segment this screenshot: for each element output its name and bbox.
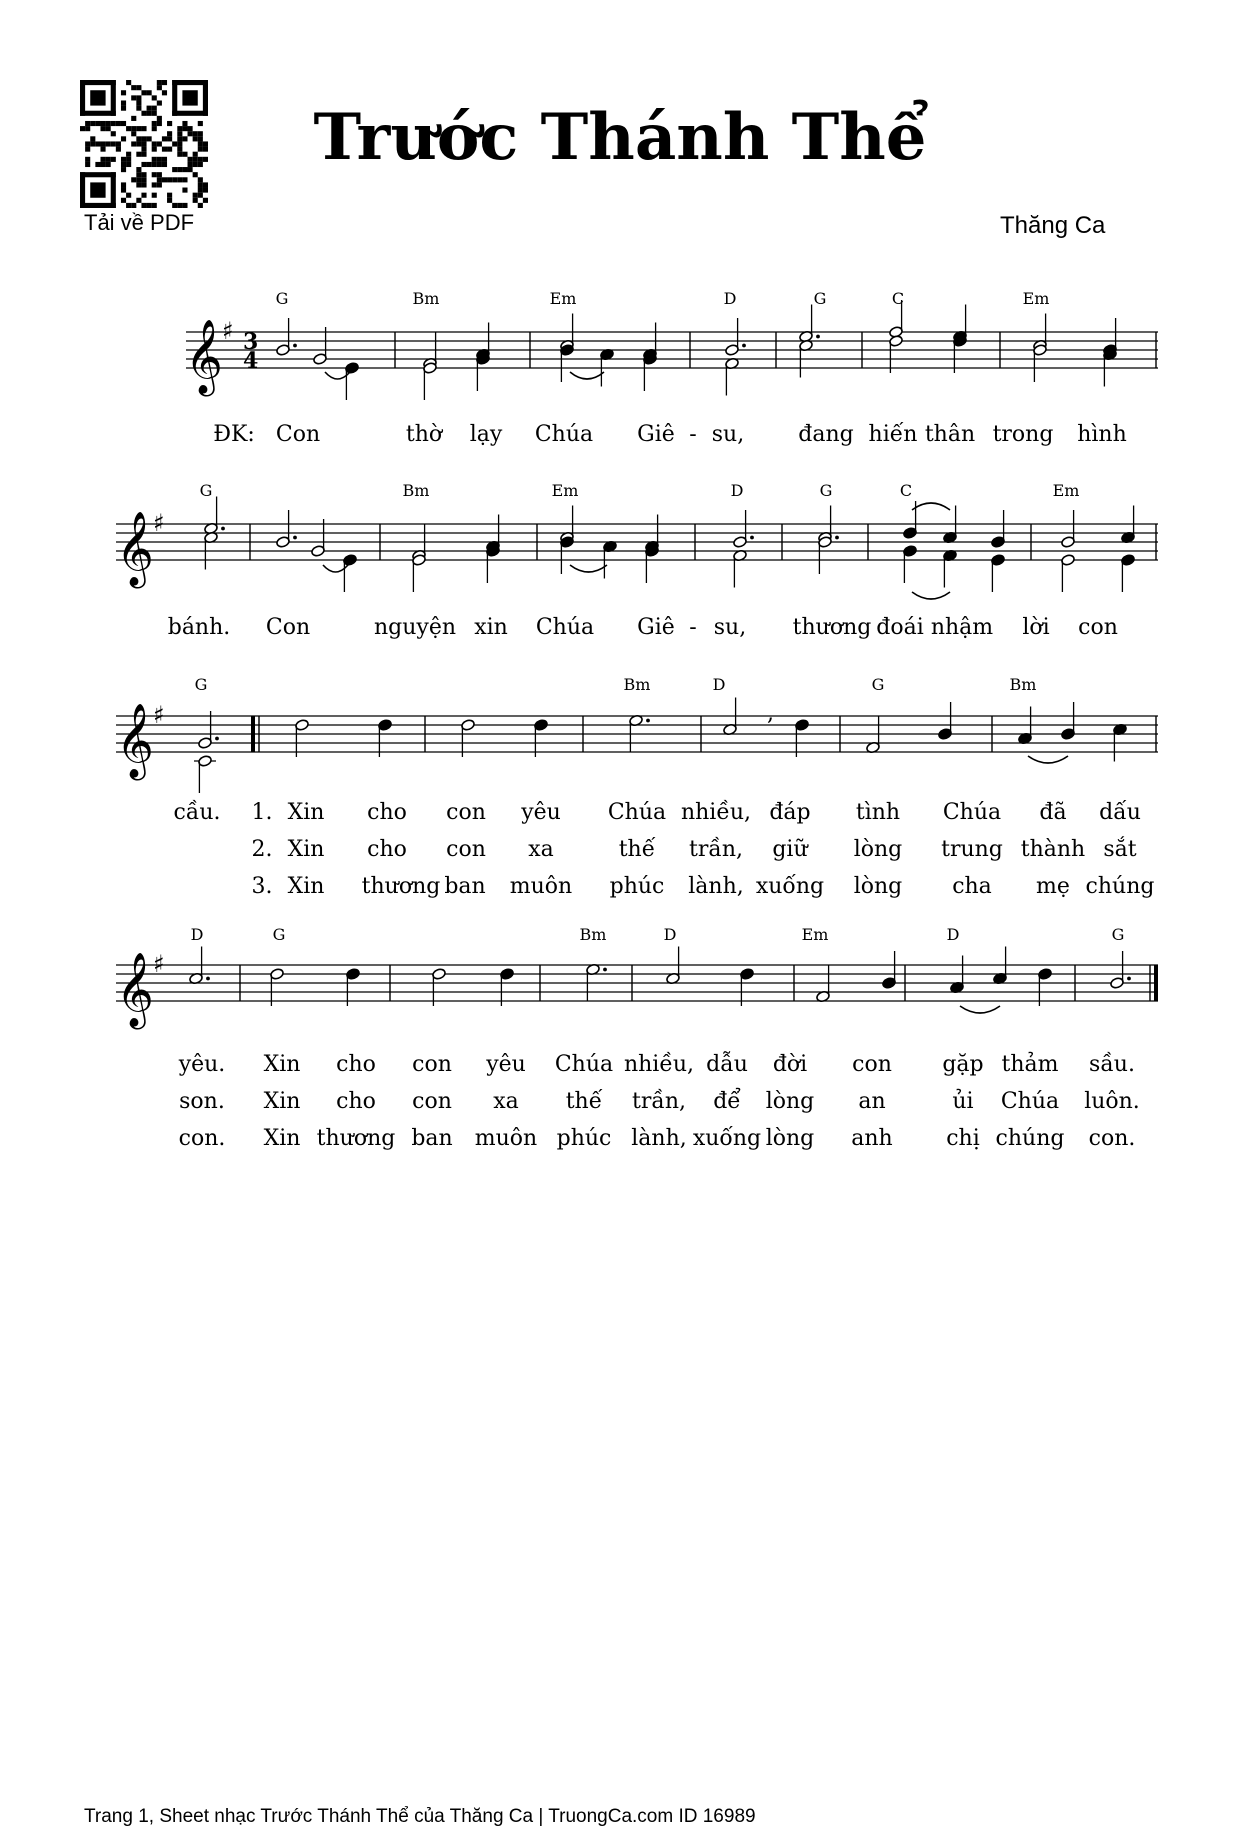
chord-symbol: C — [891, 289, 905, 308]
key-signature-sharp: ♯ — [153, 950, 165, 978]
download-pdf-link[interactable]: Tải về PDF — [84, 210, 195, 235]
note-dot — [816, 335, 820, 339]
lyric-syllable: con — [446, 837, 486, 862]
chord-symbol: D — [190, 925, 204, 944]
lyric-syllable: mẹ — [1036, 874, 1070, 899]
note-dot — [750, 536, 754, 540]
lyric-syllable: su, — [711, 422, 745, 447]
lyric-syllable: con — [852, 1052, 892, 1077]
chord-symbol: G — [1111, 925, 1125, 944]
chord-symbol: G — [819, 481, 833, 500]
lyric-syllable: đã — [1039, 800, 1067, 825]
note-dot — [646, 719, 650, 723]
lyric-syllable: Giê — [637, 615, 675, 640]
lyric-syllable: cho — [367, 800, 407, 825]
lyric-syllable: sắt — [1103, 837, 1137, 862]
lyric-syllable: muôn — [509, 874, 573, 899]
lyric-syllable: xuống — [755, 874, 825, 899]
lyric-syllable: cha — [952, 874, 992, 899]
lyric-syllable: xa — [528, 837, 554, 862]
lyric-syllable: Xin — [287, 800, 325, 825]
slur — [912, 592, 950, 599]
lyric-syllable: lòng — [853, 837, 903, 862]
slur — [570, 372, 604, 379]
lyric-syllable: yêu. — [178, 1052, 226, 1077]
lyric-syllable: 1. — [251, 800, 273, 825]
lyric-syllable: dẫu — [706, 1052, 748, 1077]
lyric-syllable: thương — [792, 615, 872, 640]
lyric-syllable: cho — [336, 1052, 376, 1077]
lyric-syllable: lành, — [631, 1126, 687, 1151]
lyric-syllable: thương — [316, 1126, 396, 1151]
lyric-syllable: hình — [1077, 422, 1127, 447]
lyric-syllable: 2. — [251, 837, 273, 862]
key-signature-sharp: ♯ — [153, 509, 165, 537]
note-dot — [835, 536, 839, 540]
lyric-syllable: Chúa — [554, 1052, 614, 1077]
lyric-syllable: chúng — [995, 1126, 1065, 1151]
lyric-syllable: thương — [361, 874, 441, 899]
lyric-syllable: phúc — [609, 874, 665, 899]
note-dot — [215, 737, 219, 741]
treble-clef: 𝄞 — [116, 953, 154, 1027]
lyric-syllable: giữ — [772, 837, 808, 862]
chord-symbol: Em — [551, 481, 579, 500]
chord-symbol: C — [899, 481, 913, 500]
lyric-syllable: con — [412, 1089, 452, 1114]
lyric-syllable: - — [689, 422, 697, 447]
lyric-syllable: son. — [179, 1089, 225, 1114]
chord-symbol: G — [194, 675, 208, 694]
note-dot — [603, 968, 607, 972]
lyric-syllable: cho — [367, 837, 407, 862]
lyric-syllable: ban — [444, 874, 486, 899]
chord-symbol: D — [663, 925, 677, 944]
lyric-syllable: đời — [772, 1052, 808, 1077]
lyric-syllable: lòng — [765, 1089, 815, 1114]
lyric-syllable: thành — [1020, 837, 1086, 862]
lyric-syllable: Xin — [263, 1089, 301, 1114]
lyric-syllable: lời — [1022, 615, 1050, 640]
lyric-syllable: con — [412, 1052, 452, 1077]
lyric-syllable: ban — [411, 1126, 453, 1151]
chord-symbol: G — [199, 481, 213, 500]
lyric-syllable: đoái — [876, 615, 924, 640]
lyric-syllable: Xin — [263, 1126, 301, 1151]
lyric-syllable: Xin — [287, 837, 325, 862]
lyric-syllable: Chúa — [607, 800, 667, 825]
chord-symbol: D — [723, 289, 737, 308]
lyric-syllable: thờ — [405, 422, 443, 447]
note-dot — [206, 977, 210, 981]
note-dot — [293, 536, 297, 540]
slur — [912, 503, 950, 510]
lyric-syllable: để — [713, 1089, 741, 1114]
lyric-syllable: nguyện — [373, 615, 457, 640]
treble-clef: 𝄞 — [116, 512, 154, 586]
lyric-syllable: nhậm — [930, 615, 994, 640]
lyric-syllable: thế — [618, 837, 656, 862]
chord-symbol: Em — [549, 289, 577, 308]
lyric-syllable: muôn — [474, 1126, 538, 1151]
treble-clef: 𝄞 — [116, 704, 154, 778]
lyric-syllable: con — [1078, 615, 1118, 640]
note-dot — [221, 527, 225, 531]
lyric-syllable: cầu. — [173, 800, 221, 825]
lyric-syllable: con. — [178, 1126, 226, 1151]
lyric-syllable: lòng — [765, 1126, 815, 1151]
breath-mark: , — [767, 701, 774, 726]
lyric-syllable: Chúa — [942, 800, 1002, 825]
lyric-syllable: tình — [855, 800, 901, 825]
lyric-syllable: con. — [1088, 1126, 1136, 1151]
lyric-syllable: trần, — [688, 837, 744, 862]
lyric-syllable: luôn. — [1084, 1089, 1140, 1114]
lyric-syllable: trần, — [631, 1089, 687, 1114]
composer: Thăng Ca — [1000, 212, 1106, 239]
note-dot — [742, 344, 746, 348]
lyric-syllable: đang — [798, 422, 854, 447]
slur — [1028, 756, 1068, 763]
lyric-syllable: cho — [336, 1089, 376, 1114]
chord-symbol: D — [946, 925, 960, 944]
lyric-syllable: yêu — [486, 1052, 526, 1077]
chord-symbol: D — [712, 675, 726, 694]
lyric-syllable: Chúa — [534, 422, 594, 447]
lyric-syllable: bánh. — [167, 615, 231, 640]
lyric-syllable: Xin — [263, 1052, 301, 1077]
lyric-syllable: 3. — [251, 874, 273, 899]
lyric-syllable: gặp — [942, 1052, 984, 1077]
chord-symbol: Bm — [1009, 675, 1037, 694]
key-signature-sharp: ♯ — [222, 317, 234, 345]
key-signature-sharp: ♯ — [153, 701, 165, 729]
treble-clef: 𝄞 — [185, 320, 223, 394]
lyric-syllable: con — [446, 800, 486, 825]
chord-symbol: G — [272, 925, 286, 944]
lyric-syllable: Giê — [637, 422, 675, 447]
song-title: Trước Thánh Thể — [313, 100, 927, 175]
note-dot — [293, 344, 297, 348]
lyric-syllable: yêu — [521, 800, 561, 825]
lyric-syllable: ĐK: — [213, 422, 255, 447]
lyric-syllable: xuống — [692, 1126, 762, 1151]
lyric-syllable: Con — [265, 615, 311, 640]
page-footer: Trang 1, Sheet nhạc Trước Thánh Thể của Thăng Ca | TruongCa.com ID 16989 — [84, 1806, 756, 1827]
time-signature-top: 3 — [243, 329, 259, 355]
chord-symbol: Bm — [412, 289, 440, 308]
lyric-syllable: lành, — [688, 874, 744, 899]
chord-symbol: Bm — [623, 675, 651, 694]
chord-symbol: Bm — [579, 925, 607, 944]
chord-symbol: Bm — [402, 481, 430, 500]
lyric-syllable: xa — [493, 1089, 519, 1114]
slur — [960, 1006, 1000, 1013]
lyric-syllable: lòng — [853, 874, 903, 899]
lyric-syllable: thảm — [1001, 1052, 1059, 1077]
lyric-syllable: - — [689, 615, 697, 640]
lyric-syllable: thế — [565, 1089, 603, 1114]
lyric-syllable: phúc — [556, 1126, 612, 1151]
lyric-syllable: anh — [851, 1126, 893, 1151]
lyric-syllable: xin — [474, 615, 508, 640]
lyric-syllable: nhiều, — [623, 1052, 695, 1077]
lyric-syllable: đáp — [769, 800, 811, 825]
chord-symbol: D — [730, 481, 744, 500]
chord-symbol: G — [871, 675, 885, 694]
lyric-syllable: nhiều, — [680, 800, 752, 825]
chord-symbol: Em — [1052, 481, 1080, 500]
lyric-syllable: chúng — [1085, 874, 1155, 899]
lyric-syllable: su, — [713, 615, 747, 640]
lyric-syllable: chị — [946, 1126, 980, 1151]
lyric-syllable: Xin — [287, 874, 325, 899]
chord-symbol: Em — [801, 925, 829, 944]
lyric-syllable: dấu — [1099, 800, 1141, 825]
time-signature-bottom: 4 — [243, 348, 259, 374]
lyric-syllable: hiến — [868, 422, 918, 447]
lyric-syllable: Chúa — [535, 615, 595, 640]
slur — [570, 565, 607, 572]
lyric-syllable: thân — [924, 422, 976, 447]
lyric-syllable: lạy — [469, 422, 503, 447]
lyric-syllable: trung — [941, 837, 1003, 862]
chord-symbol: G — [275, 289, 289, 308]
lyric-syllable: trong — [992, 422, 1054, 447]
note-dot — [1127, 977, 1131, 981]
lyric-syllable: Chúa — [1000, 1089, 1060, 1114]
lyric-syllable: ủi — [952, 1089, 974, 1114]
lyric-syllable: Con — [275, 422, 321, 447]
lyric-syllable: sầu. — [1089, 1052, 1135, 1077]
chord-symbol: Em — [1022, 289, 1050, 308]
lyric-syllable: an — [858, 1089, 886, 1114]
chord-symbol: G — [813, 289, 827, 308]
